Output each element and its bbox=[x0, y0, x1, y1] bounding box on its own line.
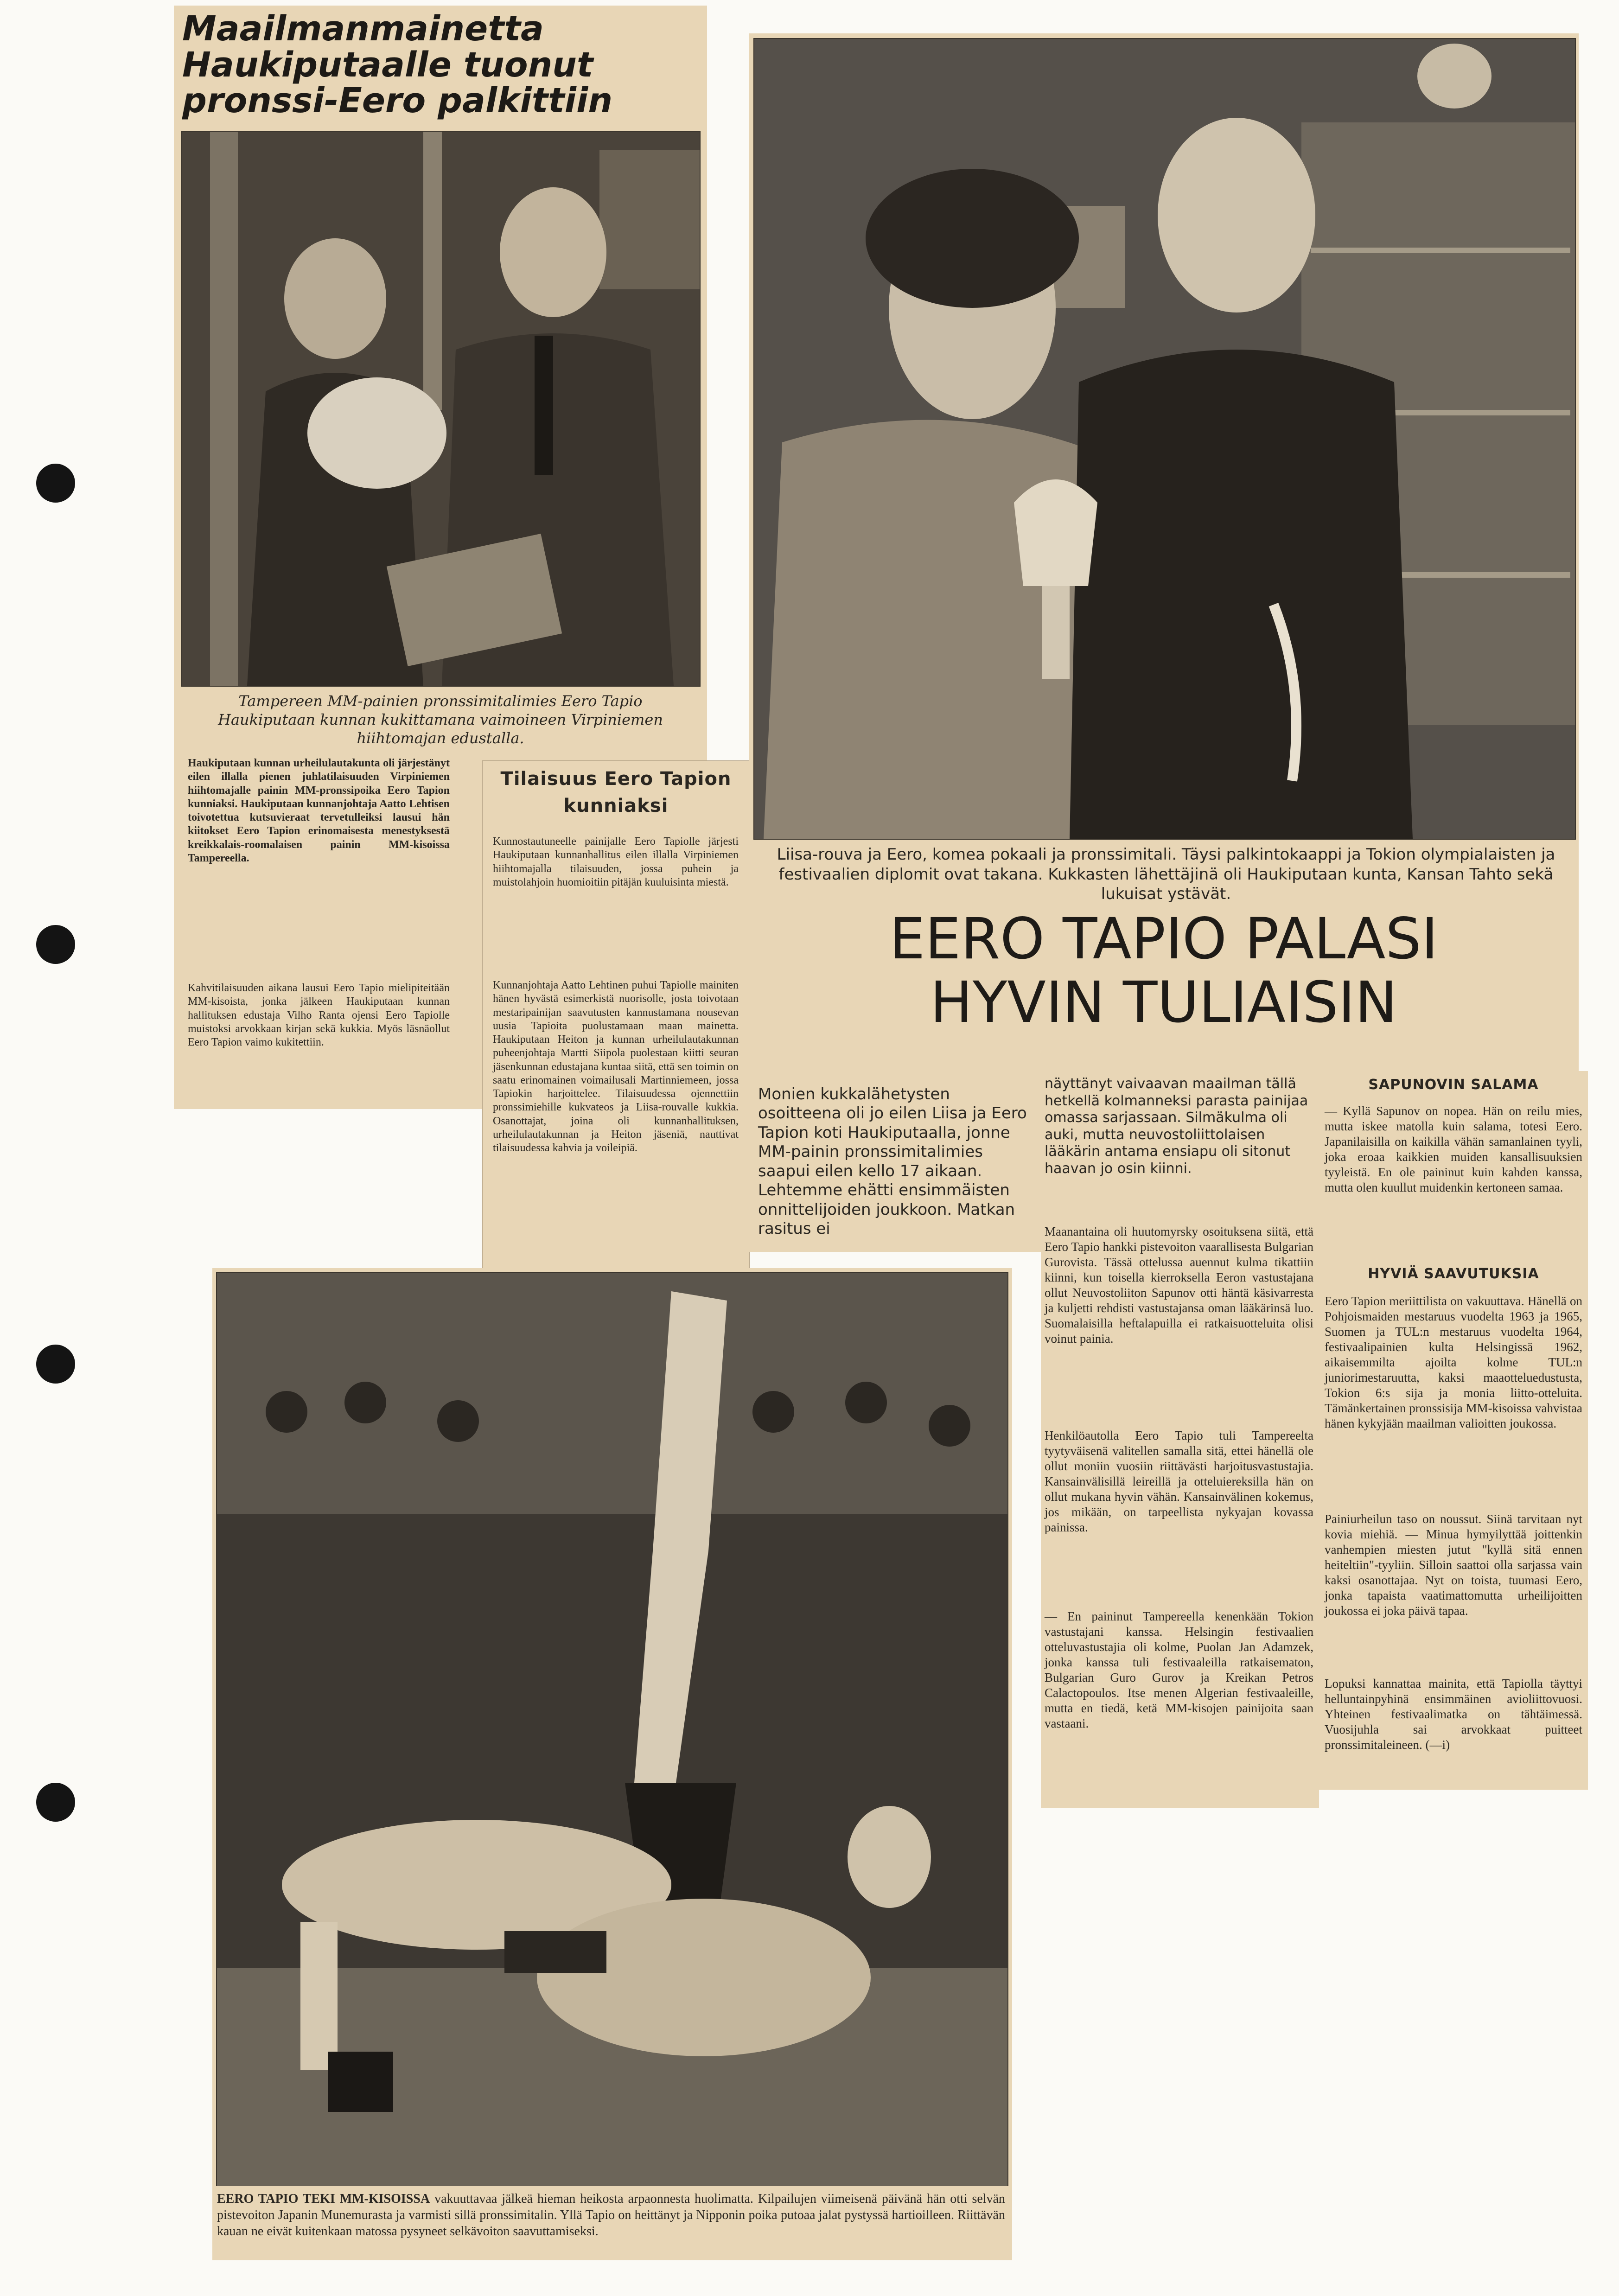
article-paragraph: Eero Tapion meriittilista on vakuuttava. Hänellä on Pohjoismaiden mestaruus vuodelta 1963 ja 1965, Suomen ja TUL:n mestaruus vuodelta 1964, festivaalipainien kulta Helsingissä 1962, aikaisemmilta ajoilta kolme TUL:n juniorimestaruutta, kaksi maaotteluedustusta, Tokion 6:s sija ja monia liitto-otteluita. Tämänkertainen pronssisija MM-kisoissa vahvistaa hänen kykyjään maailman valioitten joukossa. bbox=[1325, 1294, 1582, 1430]
caption-text: vakuuttavaa jälkeä hieman heikosta arpaonnesta huolimatta. Kilpailujen viimeisenä päivänä hän otti selvän pistevoiton Japanin Munemurasta ja varmisti sillä pronssimitalin. Yllä Tapio on heittänyt ja Nipponin poika putoaa jalat pystyssä hartioilleen. Riittävän kauan ne eivät kuitenkaan matossa pysyneet selkävoiton saavuttamiseksi. bbox=[217, 2192, 1006, 2239]
article-paragraph: Painiurheilun taso on noussut. Siinä tarvitaan nyt kovia miehiä. — Minua hymyilyttää joittenkin vanhempien miesten jutut "kyllä sitä ennen heiteltiin"-tyyliin. Silloin saattoi olla sarjassa vain kaksi osanottajaa. Nyt on toista, tuumasi Eero, jonka tapaista vaatimattomutta urheilijoitten joukossa ei joka päivä tapaa. bbox=[1325, 1512, 1582, 1618]
main-headline-line: HYVIN TULIAISIN bbox=[930, 969, 1397, 1035]
article-paragraph: — En paininut Tampereella kenenkään Tokion vastustajani kanssa. Helsingin festivaalien otteluvastustajia oli kolme, Puolan Jan Adamzek, jonka kanssa tuli festivaaleilla ratkaisematon, Bulgarian Guro Gurov ja Kreikan Petros Calactopoulos. Itse menen Algerian festivaaleille, mutta en tiedä, ketä MM-kisojen painijoita saan vastaani. bbox=[1045, 1609, 1313, 1730]
article-paragraph: näyttänyt vaivaavan maailman tällä hetkellä kolmanneksi parasta painijaa omassa sarjassaan. Silmäkulma oli auki, mutta neuvostoliittolaisen lääkärin antama ensiapu oli sitonut haavan jo osin kiinni. bbox=[1045, 1076, 1308, 1177]
binder-hole bbox=[36, 1783, 75, 1822]
photo-caption bbox=[217, 2191, 1005, 2239]
clipping-wrestling-caption bbox=[212, 2186, 1012, 2260]
article-paragraph: Haukiputaan kunnan urheilulautakunta oli järjestänyt eilen illalla pienen juhlatilaisuuden Virpiniemen hiihtomajalle painin MM-pronssipoika Eero Tapion kunniaksi. Haukiputaan kunnanjohtaja Aatto Lehtisen toivotettua kutsuvieraat tervetulleiksi lausui hän kiitokset Eero Tapion erinomaisesta menestyksestä kreikkalais-roomalaisen painin MM-kisoissa Tampereella. bbox=[188, 757, 450, 864]
article-paragraph: Monien kukkalähetysten osoitteena oli jo eilen Liisa ja Eero Tapion koti Haukiputaalla, jonne MM-painin pronssimitalimies saapui eilen kello 17 aikaan. Lehtemme ehätti ensimmäisten onnittelijoiden joukkoon. Matkan rasitus ei bbox=[758, 1085, 1027, 1238]
clipping-headline: Maailmanmainetta Haukiputaalle tuonut pronssi-Eero palkittiin bbox=[182, 9, 612, 121]
column-subheading: SAPUNOVIN SALAMA bbox=[1368, 1077, 1539, 1093]
article-paragraph: — Kyllä Sapunov on nopea. Hän on reilu mies, mutta iskee matolla kuin salama, totesi Eero. Japanilaisilla on kaikilla vähän samanlainen tyyli, joka eroaa kaikkien muiden kansallisuuksien tyyleistä. En ole paininut kuin kahden kanssa, mutta olen kuullut muidenkin kertoneen samaa. bbox=[1325, 1104, 1582, 1194]
binder-hole bbox=[36, 925, 75, 964]
photo-couple-with-flowers bbox=[181, 131, 701, 687]
article-paragraph: Kunnostautuneelle painijalle Eero Tapiolle järjesti Haukiputaan kunnanhallitus eilen illalla Virpiniemen hiihtomajalla tilaisuuden, jossa puhein ja muistolahjoin huomioitiin pitäjän kuuluisinta miestä. bbox=[493, 835, 739, 888]
clipping-wrestling-photo bbox=[212, 1268, 1012, 2191]
article-paragraph: Maanantaina oli huutomyrsky osoituksena siitä, että Eero Tapio hankki pistevoiton vaarallisesta Bulgarian Gurovista. Tässä ottelussa auennut kulma tikattiin kiinni, kun toisella kierroksella Eeron vastustajana ollut Neuvostoliiton Sapunov otti häntä käsivarresta ja kuljetti rehdisti vastustajansa oman lääkärinsä luo. Suomalaisilla heftalapuilla ei ratkaisuotteluita olisi voinut painia. bbox=[1045, 1225, 1313, 1346]
main-headline bbox=[767, 907, 1560, 1034]
clipping-main-article-top bbox=[749, 33, 1579, 1081]
column-subheading: HYVIÄ SAAVUTUKSIA bbox=[1368, 1266, 1539, 1282]
photo-couple-with-trophy bbox=[753, 38, 1576, 840]
article-column-1 bbox=[749, 1080, 1041, 1252]
photo-wrestling-throw bbox=[216, 1272, 1008, 2189]
article-column-3 bbox=[1319, 1071, 1588, 1790]
article-paragraph: Kahvitilaisuuden aikana lausui Eero Tapio mielipiteitään MM-kisoista, jonka jälkeen Haukiputaan kunnan hallituksen edustaja Vilho Ranta ojensi Eero Tapiolle muistoksi arvokkaan kirjan sekä kukkia. Myös läsnäollut Eero Tapion vaimo kukitettiin. bbox=[188, 982, 450, 1049]
article-column-2 bbox=[1041, 1071, 1319, 1808]
article-paragraph: Henkilöautolla Eero Tapio tuli Tampereelta tyytyväisenä valitellen samalla sitä, ettei hänellä ole ollut moniin vuosiin riittävästi harjoitusvastustajia. Kansainvälisillä leireillä ja otteluiereksilla hän on ollut mukana hyvin vähän. Kansainvälinen kokemus, jos mikään, on tarpeellista nykyajan kovassa painissa. bbox=[1045, 1429, 1313, 1534]
binder-hole bbox=[36, 464, 75, 503]
photo-caption: Liisa-rouva ja Eero, komea pokaali ja pronssimitali. Täysi palkintokaappi ja Tokion olympialaisten ja festivaalien diplomit ovat takana. Kukkasten lähettäjinä oli Haukiputaan kunta, Kansan Tahto sekä lukuisat ystävät. bbox=[777, 845, 1555, 903]
photo-caption: Tampereen MM-painien pronssimitalimies Eero Tapio Haukiputaan kunnan kukittamana vaimoineen Virpiniemen hiihtomajan edustalla. bbox=[218, 692, 663, 747]
caption-lead: EERO TAPIO TEKI MM-KISOISSA bbox=[217, 2192, 430, 2206]
clipping-headline: Tilaisuus Eero Tapion kunniaksi bbox=[500, 768, 732, 816]
binder-hole bbox=[36, 1345, 75, 1384]
article-paragraph: Kunnanjohtaja Aatto Lehtinen puhui Tapiolle mainiten hänen hyvästä esimerkistä nuorisolle, josta toivotaan mestaripainijan saavutusten kannustamana nousevan uusia Tapioita puolustamaan maan mainetta. Haukiputaan Heiton ja kunnan urheilulautakunnan puheenjohtaja Martti Siipola puolestaan kiitti seuran jäsenkunnan edustajana kuntaa siitä, että sen toimin on saatu erinomainen voimailusali Martinniemeen, jossa Tapiokin harjoittelee. Tilaisuudessa ojennettiin pronssimiehille kukvateos ja Liisa-rouvalle kukkia. Osanottajat, joina oli kunnanhallituksen, urheilulautakunnan ja Heiton jäseniä, nauttivat tilaisuudessa kahvia ja voileipiä. bbox=[493, 979, 739, 1154]
clipping-ceremony-article bbox=[482, 760, 750, 1292]
article-paragraph: Lopuksi kannattaa mainita, että Tapiolla täyttyi helluntainpyhinä ensimmäinen avioliittovuosi. Yhteinen festivaalimatka on tähtäimessä. Vuosijuhla sai arvokkaat puitteet pronssimitaleineen. (—i) bbox=[1325, 1677, 1582, 1752]
main-headline-line: EERO TAPIO PALASI bbox=[889, 906, 1438, 972]
